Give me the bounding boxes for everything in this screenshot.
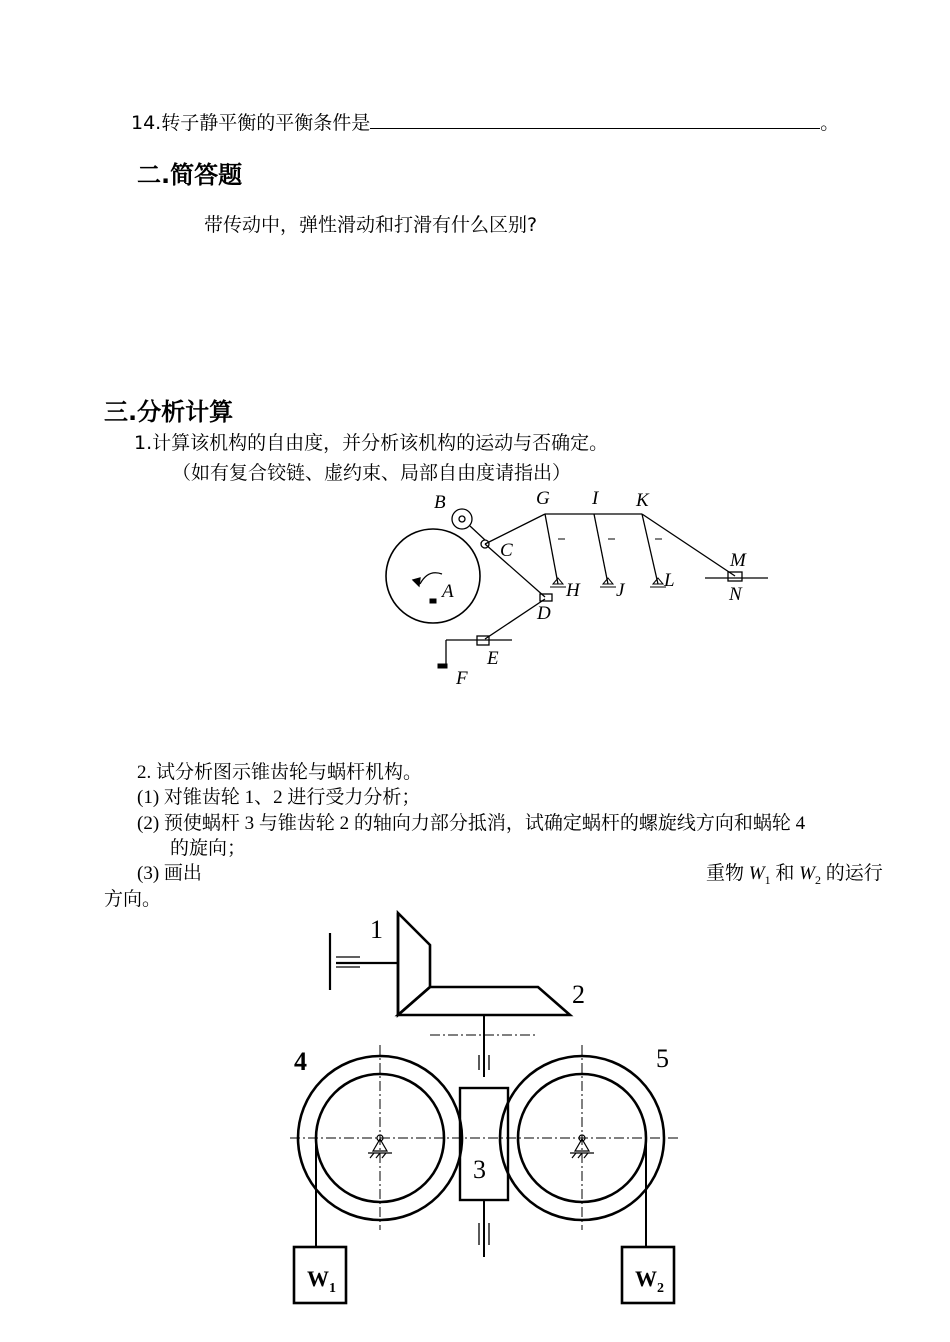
label-K: K xyxy=(636,490,649,511)
weight-1-letter: W xyxy=(307,1266,329,1291)
label-worm-3: 3 xyxy=(473,1155,486,1184)
q2-item2a: (2) 预使蜗杆 3 与锥齿轮 2 的轴向力部分抵消，试确定蜗杆的螺旋线方向和蜗轮 4 xyxy=(137,813,806,834)
label-I: I xyxy=(592,488,599,509)
weight-2-letter: W xyxy=(635,1266,657,1291)
label-G: G xyxy=(536,488,550,509)
q2-item3a: (3) 画出 xyxy=(137,863,202,884)
label-F: F xyxy=(456,668,468,689)
weight-2-sub: 2 xyxy=(657,1281,664,1296)
cam-wheel xyxy=(386,529,480,623)
roller-b xyxy=(452,509,472,529)
question-14 xyxy=(131,108,839,135)
w1-symbol: W xyxy=(748,863,765,884)
label-gear-1: 1 xyxy=(370,915,383,944)
label-L: L xyxy=(664,570,675,591)
label-A: A xyxy=(442,581,454,602)
label-weight-W xyxy=(307,1266,336,1296)
question-14-end: 。 xyxy=(820,112,840,134)
q1-note: （如有复合铰链、虚约束、局部自由度请指出） xyxy=(172,462,572,484)
q2-and: 和 xyxy=(770,863,800,884)
label-J: J xyxy=(616,580,625,601)
label-D: D xyxy=(537,603,551,624)
mechanism-figure xyxy=(380,484,770,699)
gear-worm-figure xyxy=(280,905,700,1315)
q2-item3b-pre: 重物 xyxy=(706,863,749,884)
label-E: E xyxy=(487,648,499,669)
w2-subscript: 2 xyxy=(814,872,821,887)
w1-subscript: 1 xyxy=(764,872,771,887)
label-wheel-4: 4 xyxy=(294,1047,307,1076)
question-14-text: 14.转子静平衡的平衡条件是 xyxy=(131,112,371,134)
section-3-title: 三.分析计算 xyxy=(104,398,234,426)
weight-1-sub: 1 xyxy=(329,1281,336,1296)
label-N: N xyxy=(729,584,742,605)
q2-item3b xyxy=(706,858,883,888)
label-M: M xyxy=(730,550,746,571)
label-C: C xyxy=(500,540,513,561)
label-weight-W2 xyxy=(635,1266,664,1296)
q2-item2b: 的旋向； xyxy=(170,838,247,859)
q2-item1: (1) 对锥齿轮 1、2 进行受力分析； xyxy=(137,787,421,808)
label-H: H xyxy=(566,580,580,601)
q2-item3c: 方向。 xyxy=(104,889,162,910)
q1-text: 1.计算该机构的自由度，并分析该机构的运动与否确定。 xyxy=(134,432,609,454)
label-wheel-5: 5 xyxy=(656,1044,669,1073)
label-gear-2: 2 xyxy=(572,980,585,1009)
w2-symbol: W xyxy=(799,863,815,884)
q2-item3b-post: 的运行 xyxy=(820,863,883,884)
q2-intro: 2. 试分析图示锥齿轮与蜗杆机构。 xyxy=(137,762,423,783)
section-2-title: 二.简答题 xyxy=(137,161,243,189)
section-2-question: 带传动中，弹性滑动和打滑有什么区别? xyxy=(204,214,538,236)
label-B: B xyxy=(434,492,446,513)
answer-blank[interactable] xyxy=(370,110,820,129)
